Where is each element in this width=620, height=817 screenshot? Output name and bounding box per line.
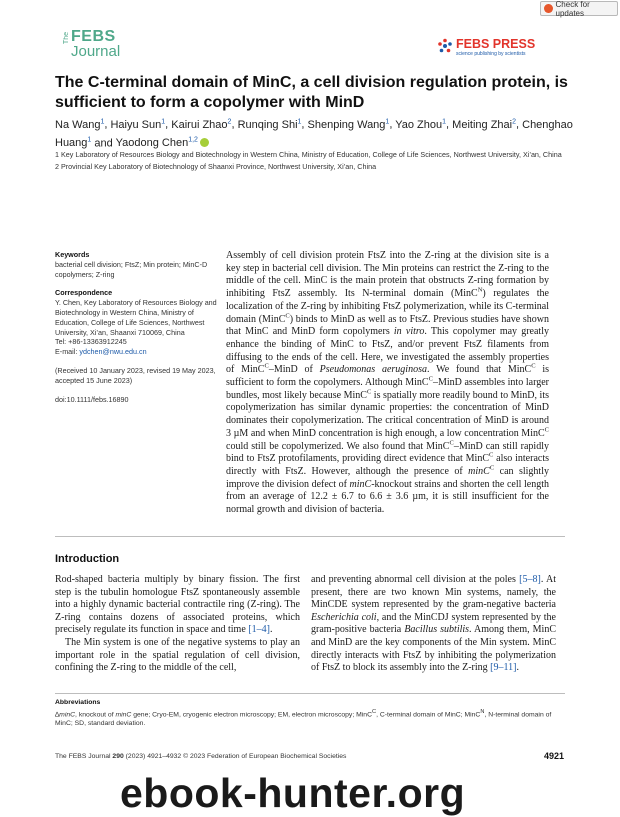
text-run: Rod-shaped bacteria multiply by binary fission. The first step is the tubulin homologue FtsZ spontaneously assemble into a highly dynamic bacterial contractile ring (Z-ring). The Z-ring contains dozens of associated proteins, which precisely regulate its function in space and time [55, 574, 300, 636]
author-affiliation-mark: 1 [100, 118, 105, 125]
footer-journal: The FEBS Journal [55, 753, 113, 760]
text-run: in vitro [393, 326, 425, 338]
orcid-icon[interactable] [200, 138, 209, 147]
text-run: C [488, 451, 494, 459]
text-run: N [480, 708, 485, 715]
abbreviations-text [55, 708, 565, 729]
text-run: C [285, 312, 290, 320]
text-run: C [489, 464, 495, 472]
author-affiliation-mark: 2 [512, 118, 516, 125]
author [238, 119, 302, 131]
text-run: . Among them, MinC and MinD are the key components of the Min system. MinC directly interacts with FtsZ by inhibiting the polymerization of FtsZ to block its assembly into the Z-ring [311, 624, 557, 674]
author-affiliation-mark: 1 [297, 118, 302, 125]
author-name: Shenping Wang [307, 118, 386, 131]
text-run: –MinD assembles into larger bundles, most likely because MinC [226, 377, 549, 401]
author-affiliation-mark: 1 [161, 118, 166, 125]
text-run: C [428, 375, 433, 383]
author-name: Yao Zhou [395, 118, 443, 131]
article-title: The C-terminal domain of MinC, a cell division regulation protein, is sufficient to form a copolymer with MinD [55, 74, 568, 111]
author-separator: and [91, 137, 116, 150]
intro-paragraph-1 [55, 574, 300, 637]
text-run: -knockout strains and shorten the cell length from an average of 12.2 ± 6.7 to 6.6 ± 3.6 µm, it is still insufficient for the normal growth and division of bacteria. [226, 478, 549, 516]
text-run: Escherichia coli [311, 611, 377, 623]
author [308, 119, 390, 131]
text-run: C [531, 363, 536, 370]
abbreviations-heading: Abbreviations [55, 699, 101, 706]
correspondence-address: Y. Chen, Key Laboratory of Resources Biology and Biotechnology in Western China, Ministry of Education, College of Life Sciences, Northwest University, Xi’an, Shaanxi 710069, China [55, 298, 217, 337]
author [395, 119, 446, 131]
author-affiliation-mark: 1 [87, 136, 92, 144]
intro-paragraph-3 [311, 574, 556, 675]
citation-link[interactable]: [9–11] [490, 662, 517, 674]
text-run: can slightly improve the division defect of [226, 465, 549, 490]
text-run: is spatially more readily bound to MinD, its copolymerization has similar dynamic properties: the concentration of MinD dominates their copolymerization. The critical concentration of MinD is around 3 µM and when MinD concentration is high enough, a low concentration MinC [226, 389, 549, 439]
text-run: could still be copolymerized. We also found that MinC [226, 440, 450, 452]
affiliation-2: 2 Provincial Key Laboratory of Biotechnology of Shaanxi Province, Northwest University, Xi’an, China [55, 161, 377, 171]
text-run: . [269, 624, 273, 636]
author [452, 119, 516, 131]
received-dates: (Received 10 January 2023, revised 19 May 2023, accepted 15 June 2023) [55, 365, 216, 385]
check-for-updates-button[interactable] [540, 1, 618, 16]
abstract [226, 250, 549, 517]
author-separator: , [165, 118, 172, 131]
affiliation-1: 1 Key Laboratory of Resources Biology and Biotechnology in Western China, Ministry of Education, College of Life Sciences, Northwest University, Xi’an, China [55, 150, 562, 159]
text-run: minC [115, 710, 132, 718]
author-affiliation-mark: 1 [442, 118, 447, 125]
text-run: C [544, 426, 549, 434]
intro-paragraph-2 [55, 637, 300, 675]
text-run: . At present, there are two known Min systems, namely, the MinCDE system represented by the gram-negative bacteria [311, 574, 557, 611]
author-name: Yaodong Chen [115, 137, 189, 150]
keywords-text: bacterial cell division; FtsZ; Min protein; MinC-D copolymers; Z-ring [55, 259, 208, 279]
text-run: gene; Cryo-EM, cryogenic electron microscopy; EM, electron microscopy; MinC [131, 710, 372, 718]
correspondence-email-line [55, 347, 225, 357]
author-affiliation-mark: 1,2 [188, 136, 198, 144]
author [171, 119, 231, 131]
text-run: ) binds to MinD as well as to FtsZ. Previous studies have shown that MinC and MinD form copolymers [226, 313, 550, 338]
text-run: –MinD can still rapidly bind to FtsZ protofilaments, providing direct evidence that MinC [226, 440, 549, 465]
text-run: ) regulates the localization of the Z-ring by inhibiting FtsZ polymerization, while its C-terminal domain (MinC [226, 288, 549, 325]
crossmark-icon [544, 4, 553, 13]
page-number: 4921 [544, 751, 565, 761]
abbreviations [55, 698, 565, 729]
keywords-block [55, 250, 225, 279]
keywords-heading: Keywords [55, 250, 90, 259]
introduction-heading: Introduction [55, 553, 120, 565]
text-run: . We found that MinC [426, 364, 532, 376]
text-run: is sufficient to form the copolymers. Although MinC [226, 364, 550, 389]
text-run: . [516, 662, 519, 674]
text-run: C [366, 388, 372, 396]
text-run: ∆ [55, 710, 60, 718]
citation-link[interactable]: [1–4] [248, 624, 270, 636]
text-run: , N-terminal domain of MinC; SD, standard deviation. [55, 710, 552, 728]
section-divider [55, 536, 565, 537]
correspondence-tel: Tel: +86-13363912245 [55, 337, 127, 347]
author-affiliation-mark: 2 [227, 118, 232, 125]
logo-the: The [63, 32, 70, 45]
text-run: Assembly of cell division protein FtsZ into the Z-ring at the division site is a key step in bacterial cell division. The Min proteins can restrict the Z-ring to the middle of the cell. MinC is the main protein that obstructs Z-ring formation by inhibiting FtsZ assembly. Its N-terminal domain (MinC [226, 250, 549, 300]
check-updates-label: Check for updates [555, 0, 590, 18]
correspondence-heading: Correspondence [55, 288, 113, 298]
text-run: The Min system is one of the negative systems to play an important role in the spatial regulation of cell division, confining the Z-ring to the middle of the cell, [55, 636, 300, 674]
author-name: Chenghao Huang [55, 118, 573, 150]
text-run: , C-terminal domain of MinC; MinC [376, 710, 481, 718]
author-affiliation-mark: 1 [385, 118, 390, 125]
text-run: C [449, 439, 454, 447]
author-name: Haiyu Sun [110, 118, 162, 131]
doi[interactable]: doi:10.1111/febs.16890 [55, 394, 129, 404]
author-separator: , [389, 118, 396, 131]
footer-citation: (2023) 4921–4932 © 2023 Federation of European Biochemical Societies [123, 753, 347, 760]
text-run: . This copolymer may greatly enhance the binding of MinC to FtsZ, and/or prevent FtsZ filaments from diffusing to the ends of the cell. Here, we investigated the assembly properties of MinC [226, 326, 549, 376]
email-link[interactable]: ydchen@nwu.edu.cn [79, 347, 147, 357]
affiliations [55, 150, 585, 174]
text-run: C [264, 363, 269, 370]
introduction-column-left [55, 574, 300, 675]
text-run: also interacts directly with FtsZ. However, although the presence of [226, 453, 549, 477]
text-run: –MinD of [268, 364, 320, 376]
introduction-column-right [311, 574, 556, 675]
author-separator: , [104, 118, 111, 131]
text-run: C [371, 708, 377, 715]
publisher-name: FEBS PRESS [456, 37, 536, 51]
text-run: Bacillus subtilis [404, 624, 470, 636]
author [55, 119, 104, 131]
citation-link[interactable]: [5–8] [519, 574, 541, 585]
article-sidebar [55, 250, 225, 413]
text-run: Pseudomonas aeruginosa [319, 364, 427, 376]
febs-press-mark-icon [437, 38, 453, 54]
text-run: minC [349, 478, 372, 490]
author-separator: , [516, 118, 523, 131]
author [116, 137, 198, 149]
text-run: minC [59, 710, 76, 718]
author-separator: , [231, 118, 238, 131]
author-name: Na Wang [55, 118, 101, 131]
author-separator: , [301, 118, 308, 131]
author-name: Kairui Zhao [171, 118, 228, 131]
text-run: minC [468, 465, 490, 477]
text-run: , and the MinCDJ system represented by the gram-positive bacteria [311, 611, 556, 636]
publisher-tagline: science publishing by scientists [456, 51, 526, 57]
author [110, 119, 165, 131]
author-name: Meiting Zhai [452, 118, 513, 131]
watermark: ebook-hunter.org [120, 770, 466, 816]
author-name: Runqing Shi [237, 118, 298, 131]
text-run: , knockout of [75, 710, 116, 718]
text-run: and preventing abnormal cell division at the poles [311, 574, 520, 585]
correspondence-block [55, 288, 225, 357]
abbreviations-divider [55, 693, 565, 694]
logo-febs: FEBS [71, 28, 116, 45]
page-footer [55, 753, 565, 760]
footer-volume: 290 [112, 753, 124, 760]
author-list [55, 114, 585, 151]
logo-journal: Journal [71, 43, 121, 60]
text-run: N [477, 286, 483, 294]
author-separator: , [446, 118, 453, 131]
email-label: E-mail: [55, 347, 80, 357]
